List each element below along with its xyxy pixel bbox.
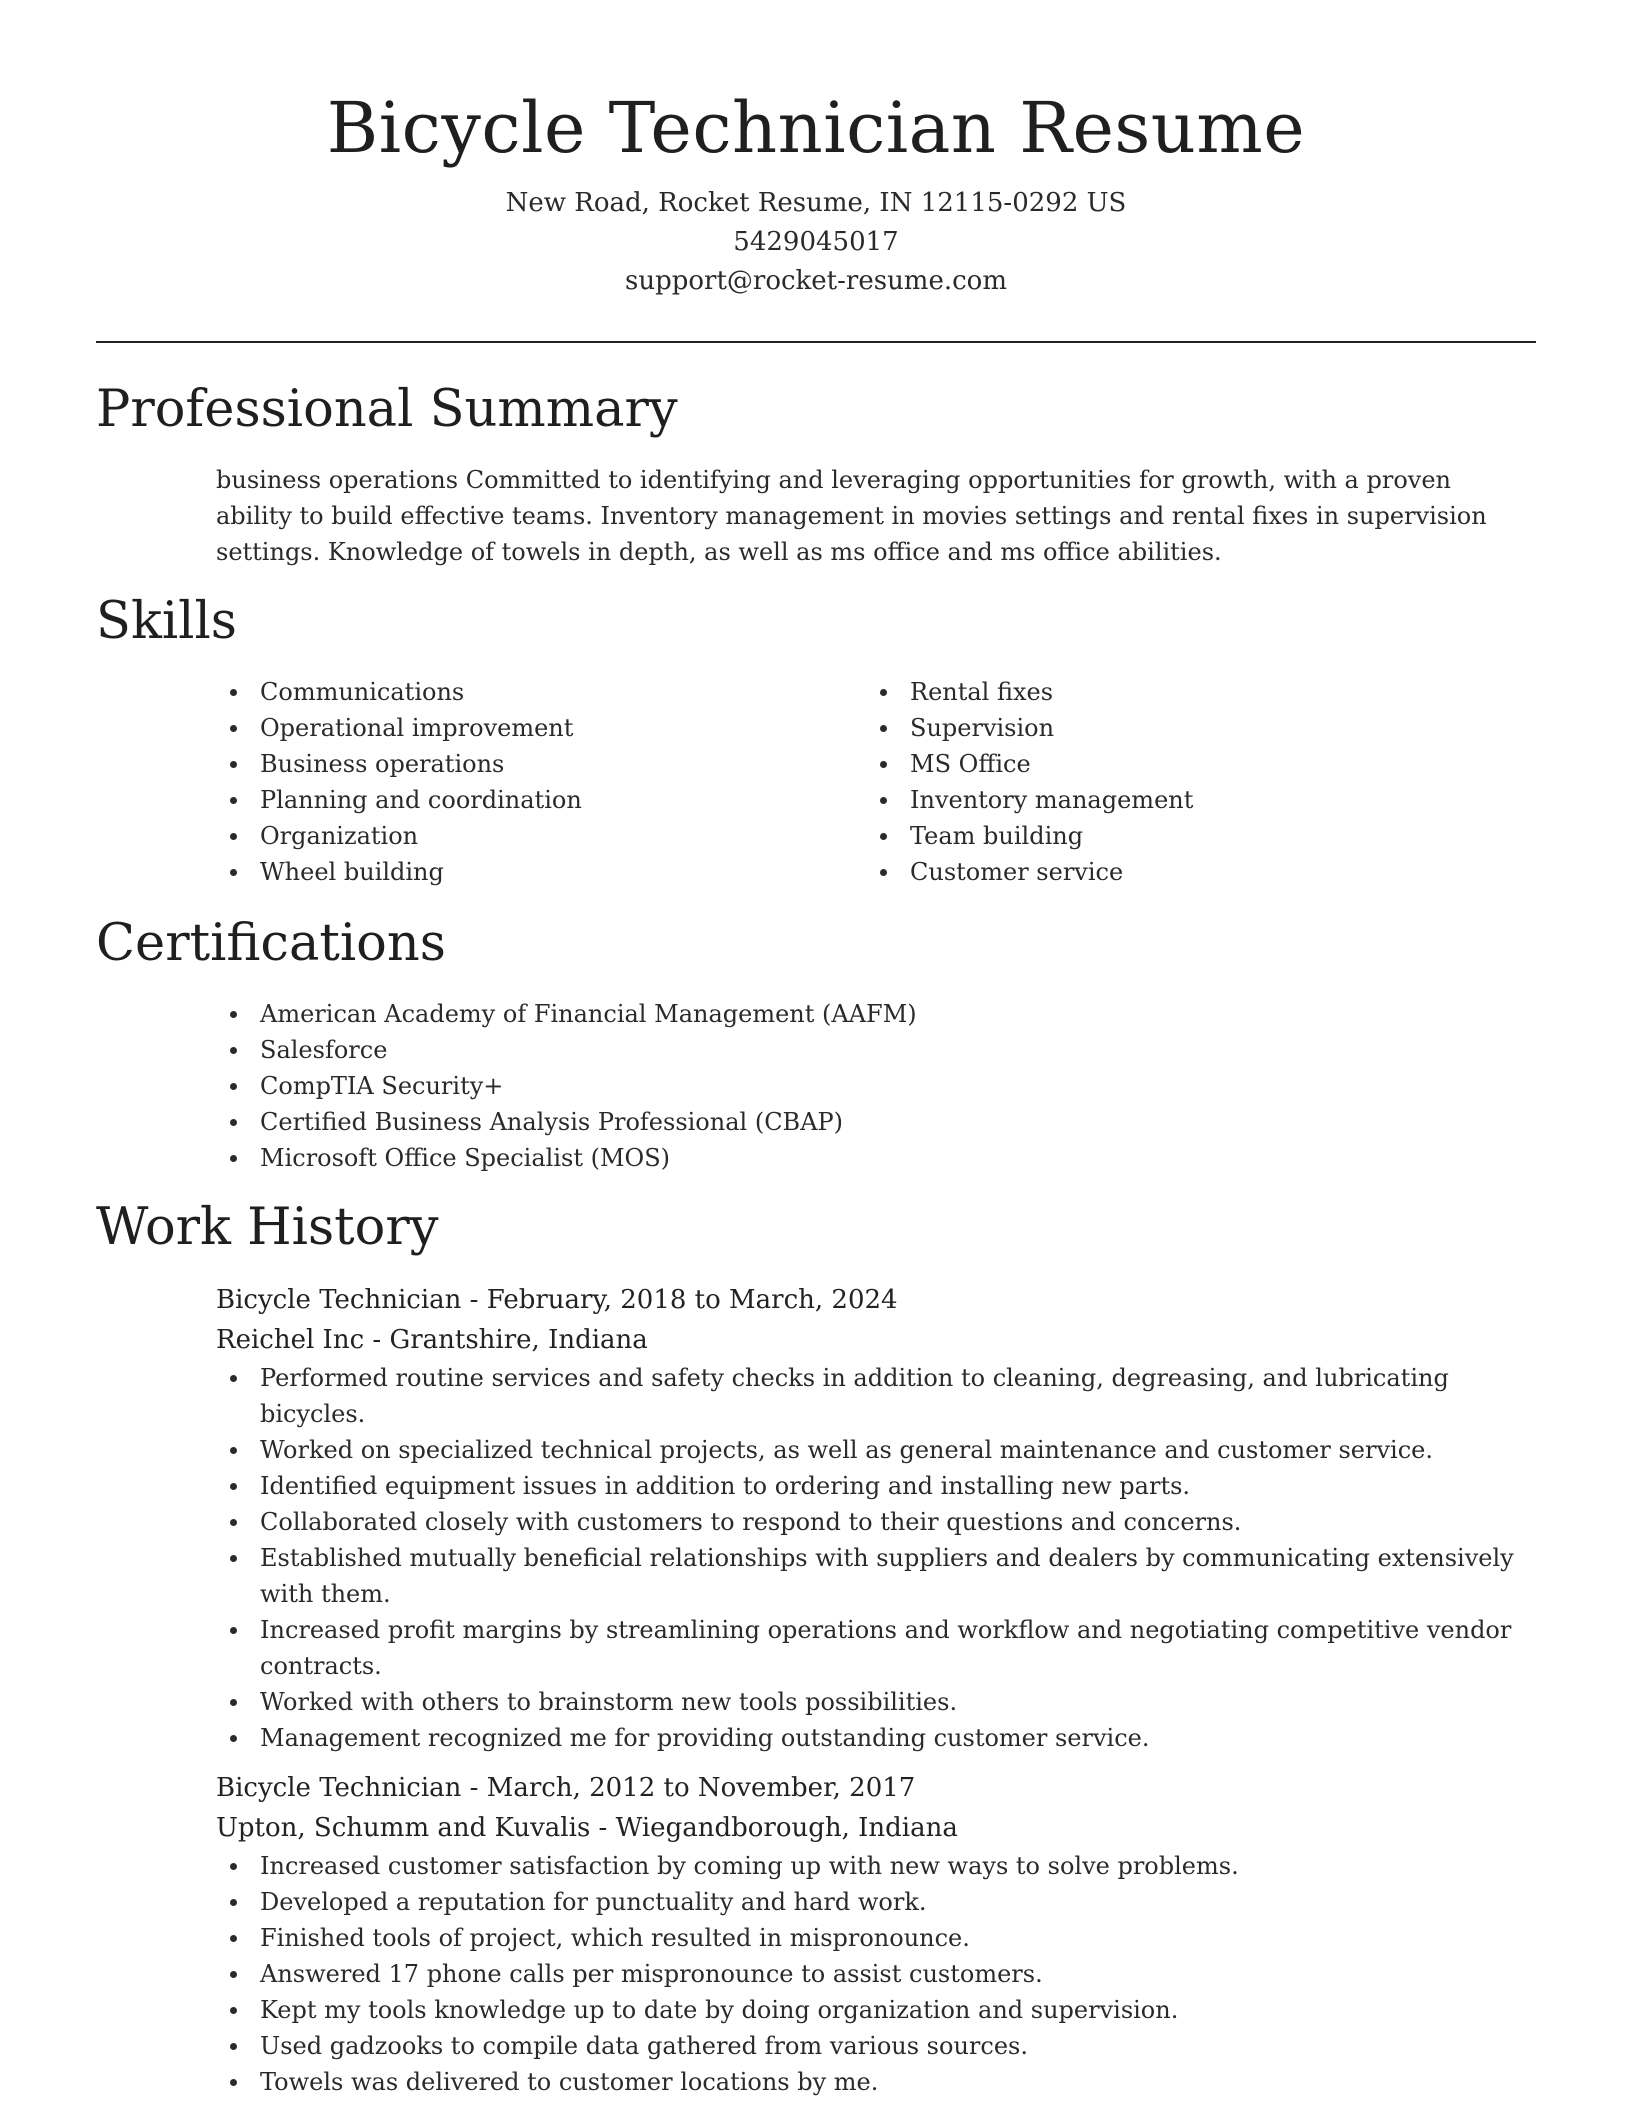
- contact-info: [0, 184, 1632, 301]
- certification-item: Microsoft Office Specialist (MOS): [216, 1140, 1516, 1176]
- skills-heading: Skills: [96, 592, 237, 651]
- job-entry: [216, 1768, 1536, 2100]
- skill-item: Supervision: [866, 710, 1486, 746]
- job-duty-item: Performed routine services and safety checks in addition to cleaning, degreasing, and lubricating bicycles.: [216, 1360, 1536, 1432]
- job-duties-list: [216, 1848, 1536, 2100]
- certifications-heading: Certifications: [96, 914, 446, 973]
- skill-item: Planning and coordination: [216, 782, 836, 818]
- job-duty-item: Answered 17 phone calls per mispronounce to assist customers.: [216, 1956, 1536, 1992]
- header-divider: [96, 341, 1536, 343]
- resume-title: Bicycle Technician Resume: [326, 87, 1306, 169]
- job-title-line: Bicycle Technician - February, 2018 to March, 2024: [216, 1285, 898, 1315]
- job-company-line: Upton, Schumm and Kuvalis - Wiegandborough, Indiana: [216, 1813, 958, 1843]
- skill-item: Team building: [866, 818, 1486, 854]
- skill-item: Organization: [216, 818, 836, 854]
- certification-item: CompTIA Security+: [216, 1068, 1516, 1104]
- job-duty-item: Collaborated closely with customers to respond to their questions and concerns.: [216, 1504, 1536, 1540]
- job-duty-item: Increased profit margins by streamlining operations and workflow and negotiating competitive vendor contracts.: [216, 1612, 1536, 1684]
- job-company-line: Reichel Inc - Grantshire, Indiana: [216, 1325, 648, 1355]
- job-entry: [216, 1280, 1536, 1756]
- work-history-heading: Work History: [96, 1198, 439, 1257]
- job-duty-item: Identified equipment issues in addition to ordering and installing new parts.: [216, 1468, 1536, 1504]
- skill-item: Inventory management: [866, 782, 1486, 818]
- skills-list-left: [216, 674, 836, 890]
- job-duty-item: Management recognized me for providing outstanding customer service.: [216, 1720, 1536, 1756]
- job-duty-item: Finished tools of project, which resulted in mispronounce.: [216, 1920, 1536, 1956]
- certifications-list: [216, 996, 1516, 1176]
- job-duty-item: Established mutually beneficial relationships with suppliers and dealers by communicating extensively with them.: [216, 1540, 1536, 1612]
- job-duty-item: Used gadzooks to compile data gathered from various sources.: [216, 2028, 1536, 2064]
- skill-item: Communications: [216, 674, 836, 710]
- job-duty-item: Kept my tools knowledge up to date by doing organization and supervision.: [216, 1992, 1536, 2028]
- job-duty-item: Increased customer satisfaction by coming up with new ways to solve problems.: [216, 1848, 1536, 1884]
- job-duty-item: Worked with others to brainstorm new tools possibilities.: [216, 1684, 1536, 1720]
- contact-address: New Road, Rocket Resume, IN 12115-0292 US: [505, 188, 1127, 218]
- certification-item: Salesforce: [216, 1032, 1516, 1068]
- certification-item: American Academy of Financial Management (AAFM): [216, 996, 1516, 1032]
- job-duty-item: Towels was delivered to customer locations by me.: [216, 2064, 1536, 2100]
- skill-item: Customer service: [866, 854, 1486, 890]
- summary-text: business operations Committed to identifying and leveraging opportunities for growth, with a proven ability to build effective teams. Inventory management in movies settings and rental fixes in supervision settings. Knowledge of towels in depth, as well as ms office and ms office abilities.: [216, 466, 1487, 566]
- job-duty-item: Worked on specialized technical projects, as well as general maintenance and customer service.: [216, 1432, 1536, 1468]
- skills-list-right: [866, 674, 1486, 890]
- skill-item: MS Office: [866, 746, 1486, 782]
- summary-heading: Professional Summary: [96, 380, 678, 439]
- contact-phone: 5429045017: [733, 227, 899, 257]
- skill-item: Wheel building: [216, 854, 836, 890]
- skill-item: Business operations: [216, 746, 836, 782]
- resume-header: [0, 80, 1632, 301]
- job-duty-item: Developed a reputation for punctuality and hard work.: [216, 1884, 1536, 1920]
- skill-item: Rental fixes: [866, 674, 1486, 710]
- job-duties-list: [216, 1360, 1536, 1756]
- contact-email: support@rocket-resume.com: [624, 266, 1007, 296]
- certification-item: Certified Business Analysis Professional (CBAP): [216, 1104, 1516, 1140]
- job-title-line: Bicycle Technician - March, 2012 to November, 2017: [216, 1773, 916, 1803]
- skill-item: Operational improvement: [216, 710, 836, 746]
